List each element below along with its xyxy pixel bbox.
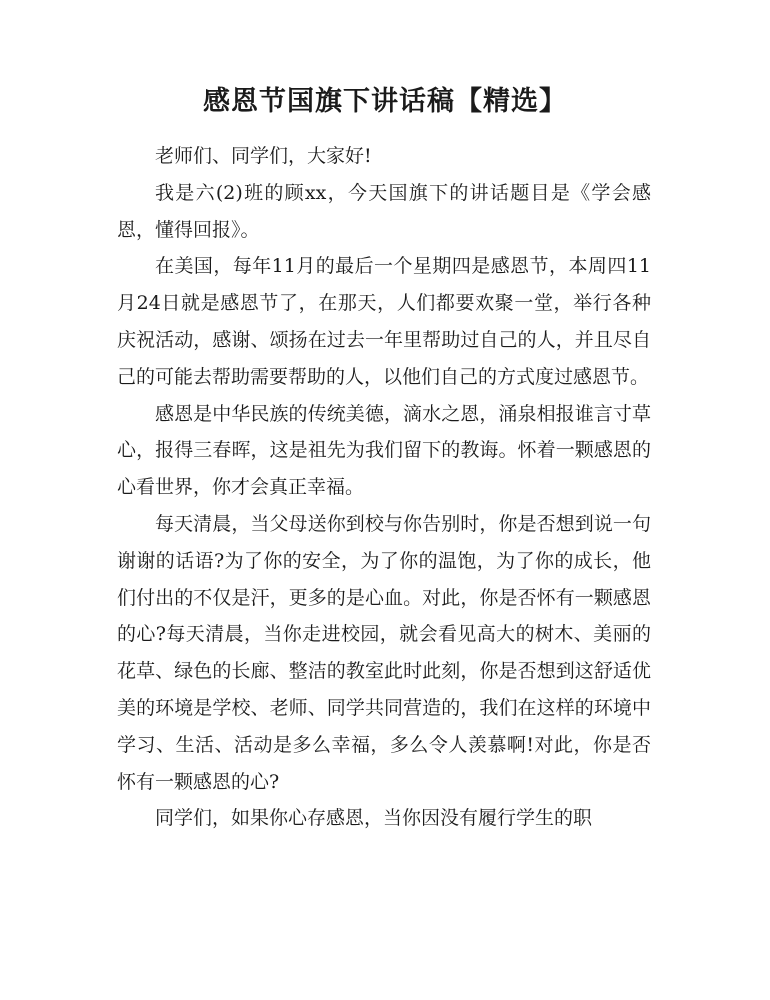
paragraph-closing: 同学们，如果你心存感恩，当你因没有履行学生的职 xyxy=(155,807,593,830)
document-body xyxy=(117,138,651,837)
paragraph-greeting: 老师们、同学们，大家好! xyxy=(155,145,372,167)
paragraph-intro: 我是六(2)班的顾xx，今天国旗下的讲话题目是《学会感恩，懂得回报》。 xyxy=(117,181,651,241)
paragraph-morning: 每天清晨，当父母送你到校与你告别时，你是否想到说一句谢谢的话语?为了你的安全，为了你的温饱，为了你的成长，他们付出的不仅是汗，更多的是心血。对此，你是否怀有一颗感恩的心?每天清晨，当你走进校园，就会看见高大的树木、美丽的花草、绿色的长廊、整洁的教室此时此刻，你是否想到这舒适优美的环境是学校、老师、同学共同营造的，我们在这样的环境中学习、生活、活动是多么幸福，多么令人羡慕啊!对此，你是否怀有一颗感恩的心? xyxy=(117,512,651,793)
paragraph-virtue: 感恩是中华民族的传统美德，滴水之恩，涌泉相报谁言寸草心，报得三春晖，这是祖先为我们留下的教诲。怀着一颗感恩的心看世界，你才会真正幸福。 xyxy=(117,402,651,499)
paragraph-thanksgiving: 在美国，每年11月的最后一个星期四是感恩节，本周四11月24日就是感恩节了，在那天，人们都要欢聚一堂，举行各种庆祝活动，感谢、颂扬在过去一年里帮助过自己的人，并且尽自己的可能去帮助需要帮助的人，以他们自己的方式度过感恩节。 xyxy=(117,255,651,388)
document-title: 感恩节国旗下讲话稿【精选】 xyxy=(203,86,567,117)
